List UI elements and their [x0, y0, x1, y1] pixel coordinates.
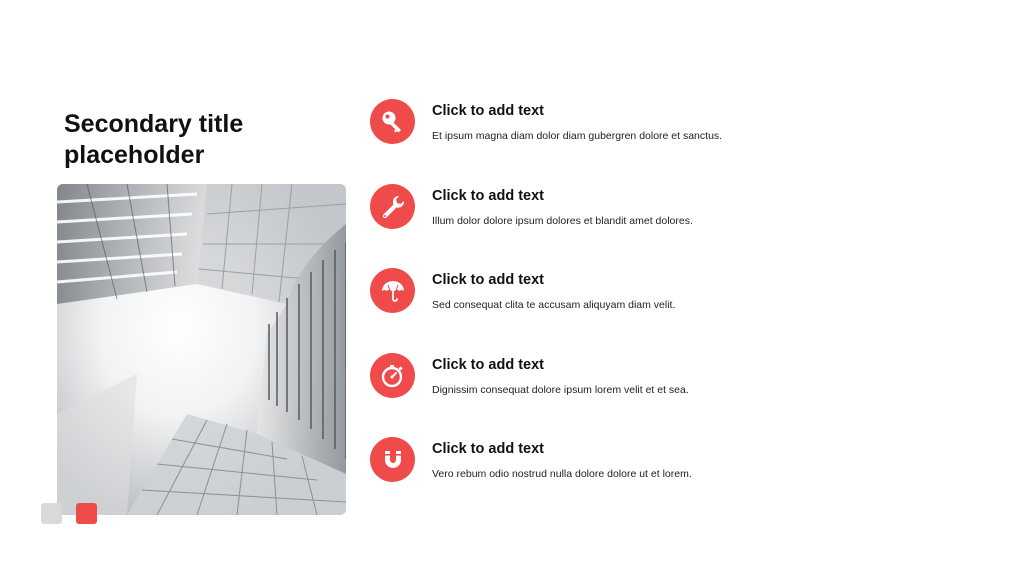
- item-text[interactable]: Vero rebum odio nostrud nulla dolore dolore ut et lorem.: [432, 468, 692, 480]
- item-heading[interactable]: Click to add text: [432, 441, 544, 457]
- building-photo[interactable]: [57, 184, 346, 515]
- decor-square-red: [76, 503, 97, 524]
- stopwatch-icon: [370, 353, 415, 398]
- list-item: [370, 268, 930, 318]
- item-heading[interactable]: Click to add text: [432, 272, 544, 288]
- item-text[interactable]: Sed consequat clita te accusam aliquyam diam velit.: [432, 299, 676, 311]
- list-item: [370, 184, 930, 234]
- item-text[interactable]: Et ipsum magna diam dolor diam gubergren dolore et sanctus.: [432, 130, 723, 142]
- item-text[interactable]: Illum dolor dolore ipsum dolores et blandit amet dolores.: [432, 215, 693, 227]
- magnet-icon: [370, 437, 415, 482]
- item-text[interactable]: Dignissim consequat dolore ipsum lorem velit et et sea.: [432, 384, 689, 396]
- slide-title[interactable]: Secondary title placeholder: [64, 110, 244, 169]
- list-item: [370, 353, 930, 403]
- item-heading[interactable]: Click to add text: [432, 357, 544, 373]
- wrench-icon: [370, 184, 415, 229]
- item-heading[interactable]: Click to add text: [432, 103, 544, 119]
- list-item: [370, 437, 930, 487]
- list-item: [370, 99, 930, 149]
- item-heading[interactable]: Click to add text: [432, 188, 544, 204]
- key-icon: [370, 99, 415, 144]
- umbrella-icon: [370, 268, 415, 313]
- decor-square-grey: [41, 503, 62, 524]
